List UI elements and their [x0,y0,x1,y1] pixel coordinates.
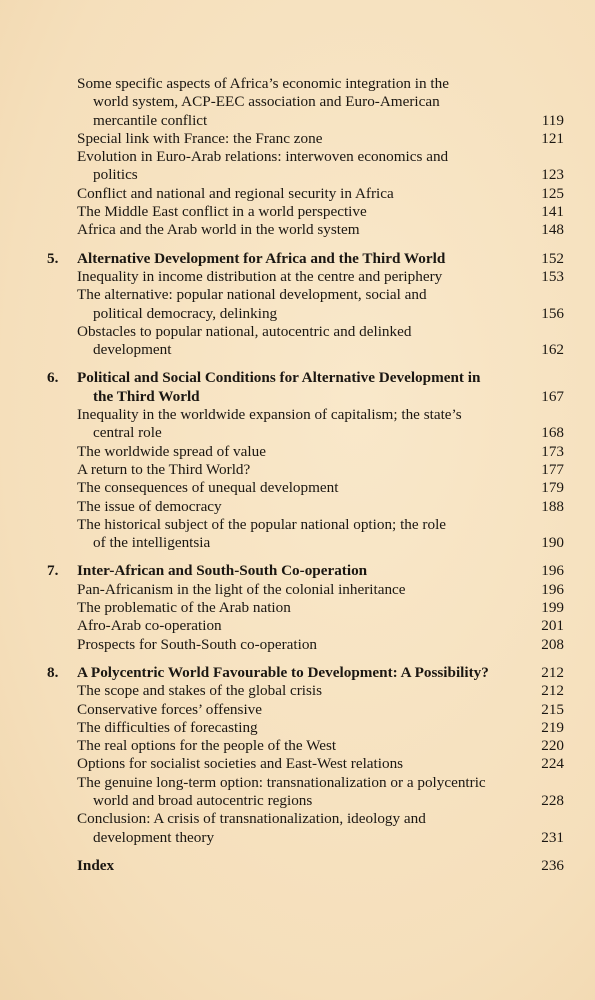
title-line: Afro-Arab co-operation [77,617,222,635]
entry-title [77,581,514,599]
chapter-title [77,250,514,268]
toc-entry [0,268,595,286]
page-number: 188 [541,497,564,515]
page-number: 236 [541,856,564,874]
entry-title [77,203,514,221]
entry-title [77,810,514,847]
toc-entry [0,286,595,323]
page-number: 141 [541,203,564,221]
toc-entry [0,682,595,700]
entry-title [77,443,514,461]
title-line: world system, ACP-EEC association and Euro-American [93,93,440,111]
entry-title [77,498,514,516]
page-number: 148 [541,221,564,239]
page-number: 190 [541,534,564,552]
entry-title [77,406,514,443]
page-number: 167 [541,387,564,405]
entry-title [77,599,514,617]
chapter-number: 6. [47,369,59,387]
title-line: Alternative Development for Africa and the Third World [77,249,446,267]
toc-entry [0,406,595,443]
page-number: 125 [541,184,564,202]
title-line: The difficulties of forecasting [77,718,258,736]
entry-title [77,461,514,479]
title-line: Conclusion: A crisis of transnationalization, ideology and [77,810,426,828]
entry-title [77,268,514,286]
toc-entry [0,479,595,497]
title-line: Conflict and national and regional security in Africa [77,184,394,202]
page-number: 179 [541,479,564,497]
page-number: 153 [541,267,564,285]
toc-entry [0,774,595,811]
title-line: The genuine long-term option: transnationalization or a polycentric [77,773,486,791]
toc-entry [0,148,595,185]
entry-title [77,701,514,719]
toc-entry [0,516,595,553]
toc-entry [0,581,595,599]
chapter-title [77,369,514,406]
page-number: 208 [541,635,564,653]
toc-entry [0,443,595,461]
entry-title [77,323,514,360]
toc-entry [0,75,595,130]
page-number: 199 [541,599,564,617]
toc-entry [0,221,595,239]
title-line: mercantile conflict [93,111,208,129]
title-line: Evolution in Euro-Arab relations: interwoven economics and [77,148,449,166]
toc-entry [0,461,595,479]
title-line: Some specific aspects of Africa’s economic integration in the [77,75,449,92]
title-line: The historical subject of the popular national option; the role [77,515,447,533]
page-number: 224 [541,755,564,773]
chapter-heading [0,664,595,682]
toc-entry [0,737,595,755]
toc-entry [0,617,595,635]
entry-title [77,774,514,811]
title-line: world and broad autocentric regions [93,791,313,809]
page-number: 228 [541,791,564,809]
title-line: Africa and the Arab world in the world system [77,221,360,239]
entry-title [77,185,514,203]
title-line: A return to the Third World? [77,460,251,478]
entry-title [77,479,514,497]
toc-entry [0,719,595,737]
toc-entry [0,810,595,847]
chapter-title [77,664,514,682]
chapter-heading [0,857,595,875]
title-line: Inequality in the worldwide expansion of capitalism; the state’s [77,406,462,424]
page-number: 212 [541,682,564,700]
title-line: politics [93,166,138,184]
title-line: Inequality in income distribution at the centre and periphery [77,267,443,285]
title-line: the Third World [93,387,200,405]
chapter-title [77,562,514,580]
page-number: 123 [541,166,564,184]
chapter-block [0,562,595,653]
title-line: of the intelligentsia [93,534,211,552]
title-line: Political and Social Conditions for Alternative Development in [77,369,481,387]
title-line: The alternative: popular national development, social and [77,286,427,304]
chapter-number: 7. [47,562,59,580]
page-number: 152 [541,249,564,267]
entry-title [77,221,514,239]
toc-entry [0,130,595,148]
page-number: 215 [541,700,564,718]
title-line: political democracy, delinking [93,304,278,322]
entry-title [77,130,514,148]
chapter-number: 8. [47,663,59,681]
page-number: 219 [541,718,564,736]
entry-title [77,636,514,654]
title-line: Special link with France: the Franc zone [77,129,323,147]
chapter-heading [0,562,595,580]
toc-entry [0,636,595,654]
chapter-heading [0,369,595,406]
title-line: The Middle East conflict in a world perspective [77,203,367,221]
toc-entry [0,498,595,516]
page-number: 196 [541,580,564,598]
title-line: The problematic of the Arab nation [77,599,291,617]
page-number: 196 [541,562,564,580]
toc-entry [0,599,595,617]
page-number: 231 [541,828,564,846]
chapter-title [77,857,514,875]
title-line: The issue of democracy [77,497,222,515]
title-line: central role [93,424,162,442]
entry-title [77,516,514,553]
table-of-contents [0,75,595,885]
toc-entry [0,701,595,719]
title-line: The real options for the people of the West [77,737,337,755]
page-number: 156 [541,304,564,322]
entry-title [77,737,514,755]
chapter-block [0,857,595,875]
title-line: A Polycentric World Favourable to Development: A Possibility? [77,663,489,681]
title-line: Prospects for South-South co-operation [77,635,318,653]
title-line: Options for socialist societies and East-West relations [77,755,404,773]
entry-title [77,148,514,185]
entry-title [77,617,514,635]
chapter-block [0,369,595,552]
title-line: The worldwide spread of value [77,442,266,460]
chapter-heading [0,250,595,268]
toc-entry [0,323,595,360]
page-number: 173 [541,442,564,460]
entry-title [77,286,514,323]
chapter-block [0,75,595,240]
page-number: 177 [541,460,564,478]
title-line: Conservative forces’ offensive [77,700,262,718]
page-number: 220 [541,737,564,755]
entry-title [77,755,514,773]
toc-entry [0,203,595,221]
title-line: development theory [93,828,215,846]
page-number: 121 [541,129,564,147]
toc-entry [0,755,595,773]
chapter-block [0,664,595,847]
page-number: 168 [541,424,564,442]
title-line: development [93,341,172,359]
entry-title [77,719,514,737]
chapter-block [0,250,595,360]
page-number: 212 [541,663,564,681]
page-number: 119 [541,111,564,129]
title-line: The scope and stakes of the global crisis [77,682,323,700]
entry-title [77,682,514,700]
title-line: Inter-African and South-South Co-operation [77,562,368,580]
page-number: 162 [541,341,564,359]
chapter-number: 5. [47,249,59,267]
title-line: Index [77,856,115,874]
title-line: Obstacles to popular national, autocentric and delinked [77,322,412,340]
title-line: The consequences of unequal development [77,479,339,497]
page-number: 201 [541,617,564,635]
title-line: Pan-Africanism in the light of the colonial inheritance [77,580,406,598]
entry-title [77,75,514,130]
toc-entry [0,185,595,203]
